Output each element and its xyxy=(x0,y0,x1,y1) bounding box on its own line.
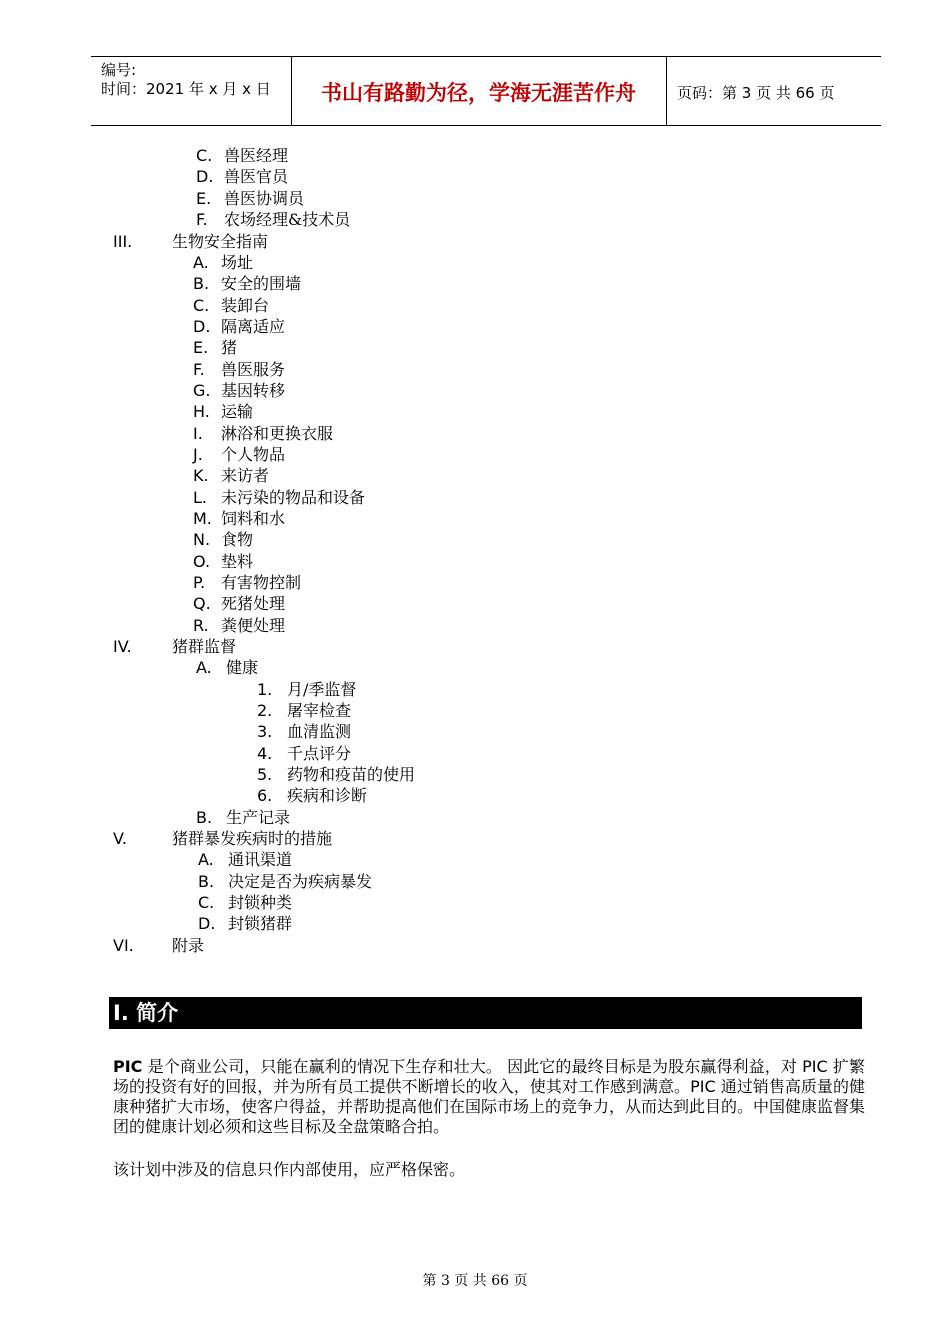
toc-entry-text: 兽医官员 xyxy=(224,167,289,186)
toc-entry-number: C. xyxy=(193,296,210,315)
toc-entry-number: D. xyxy=(193,317,211,336)
toc-entry-number: F. xyxy=(196,210,208,229)
toc-entry-number: 6. xyxy=(257,786,273,805)
toc-entry-number: M. xyxy=(193,509,212,528)
toc-entry-number: D. xyxy=(198,914,216,933)
header-motto: 书山有路勤为径，学海无涯苦作舟 xyxy=(321,80,636,105)
toc-entry-text: 生产记录 xyxy=(226,808,291,827)
time-label: 时间：2021 年 x 月 x 日 xyxy=(101,80,271,98)
toc-entry-number: IV. xyxy=(113,637,132,656)
intro-text: 是个商业公司，只能在赢利的情况下生存和壮大。 因此它的最终目标是为股东赢得利益，对 PIC 扩繁场的投资有好的回报，并为所有员工提供不断增长的收入，使其对工作感到满意。PIC 通过销售高质量的健康种猪扩大市场，使客户得益，并帮助提高他们在国际市场上的竞争力，从而达到此目的。中国健康监督集团的健康计划必须和这些目标及全盘策略合拍。 xyxy=(113,1057,866,1136)
pic-bold: PIC xyxy=(113,1057,143,1076)
toc-entry-text: 血清监测 xyxy=(287,722,352,741)
intro-paragraph xyxy=(113,1057,865,1137)
toc-entry-text: 疾病和诊断 xyxy=(287,786,368,805)
toc-entry-number: F. xyxy=(193,360,205,379)
toc-entry-number: P. xyxy=(193,573,206,592)
toc-entry-number: L. xyxy=(193,488,207,507)
toc-entry-text: 封锁种类 xyxy=(228,893,293,912)
toc-entry-text: 决定是否为疾病暴发 xyxy=(228,872,373,891)
toc-entry-number: J. xyxy=(193,445,203,464)
toc-entry-number: E. xyxy=(193,338,209,357)
toc-entry-number: V. xyxy=(113,829,127,848)
toc-entry-text: 死猪处理 xyxy=(221,594,286,613)
toc-entry-text: 未污染的物品和设备 xyxy=(221,488,366,507)
toc-entry-number: K. xyxy=(193,466,209,485)
toc-entry-number: III. xyxy=(113,232,133,251)
toc-entry-number: E. xyxy=(196,189,212,208)
toc-entry-number: B. xyxy=(198,872,215,891)
toc-entry-text: 隔离适应 xyxy=(221,317,286,336)
toc-entry-text: 屠宰检查 xyxy=(287,701,352,720)
toc-entry-number: O. xyxy=(193,552,211,571)
section-title: I. 简介 xyxy=(113,1001,179,1025)
toc-entry-text: 猪群暴发疾病时的措施 xyxy=(172,829,333,848)
toc-entry-number: C. xyxy=(198,893,215,912)
toc-entry-number: A. xyxy=(193,253,209,272)
toc-entry-number: G. xyxy=(193,381,211,400)
toc-entry-text: 粪便处理 xyxy=(221,616,286,635)
toc-entry-number: D. xyxy=(196,167,214,186)
toc-entry-text: 农场经理&技术员 xyxy=(224,210,351,229)
toc-entry-number: 5. xyxy=(257,765,273,784)
header-page-info: 页码：第 3 页 共 66 页 xyxy=(677,84,835,102)
toc-entry-text: 兽医经理 xyxy=(224,146,289,165)
toc-entry-text: 封锁猪群 xyxy=(228,914,293,933)
toc-entry-text: 月/季监督 xyxy=(287,680,357,699)
toc-entry-number: C. xyxy=(196,146,213,165)
toc-entry-number: B. xyxy=(193,274,210,293)
toc-entry-number: R. xyxy=(193,616,209,635)
number-label: 编号: xyxy=(101,61,137,79)
toc-entry-number: I. xyxy=(193,424,203,443)
toc-entry-text: 药物和疫苗的使用 xyxy=(287,765,416,784)
toc-entry-text: 猪 xyxy=(221,338,238,357)
toc-entry-number: B. xyxy=(196,808,213,827)
toc-entry-number: H. xyxy=(193,402,210,421)
toc-entry-text: 千点评分 xyxy=(287,744,352,763)
toc-entry-number: N. xyxy=(193,530,211,549)
toc-entry-number: 2. xyxy=(257,701,273,720)
toc-entry-text: 来访者 xyxy=(221,466,270,485)
toc-entry-text: 场址 xyxy=(221,253,254,272)
section-heading xyxy=(109,997,862,1029)
toc-entry-number: Q. xyxy=(193,594,211,613)
toc-entry-text: 饲料和水 xyxy=(221,509,286,528)
toc-entry-text: 通讯渠道 xyxy=(228,850,293,869)
toc-entry-number: A. xyxy=(196,658,212,677)
toc-entry-text: 食物 xyxy=(221,530,254,549)
toc-entry-text: 猪群监督 xyxy=(172,637,237,656)
toc-entry-number: 1. xyxy=(257,680,273,699)
toc-entry-text: 垫料 xyxy=(221,552,254,571)
page-footer: 第 3 页 共 66 页 xyxy=(422,1273,528,1289)
toc-entry-text: 安全的围墙 xyxy=(221,274,302,293)
toc-entry-text: 个人物品 xyxy=(221,445,286,464)
confidential-note: 该计划中涉及的信息只作内部使用，应严格保密。 xyxy=(113,1160,466,1179)
toc-entry-text: 健康 xyxy=(226,658,259,677)
header-meta-cell xyxy=(91,57,292,125)
toc-entry-number: VI. xyxy=(113,936,134,955)
toc-entry-text: 兽医协调员 xyxy=(224,189,305,208)
toc-entry-text: 装卸台 xyxy=(221,296,270,315)
toc-entry-text: 生物安全指南 xyxy=(172,232,269,251)
toc-entry-text: 有害物控制 xyxy=(221,573,302,592)
toc-entry-number: 3. xyxy=(257,722,273,741)
toc-entry-number: 4. xyxy=(257,744,273,763)
toc-entry-text: 基因转移 xyxy=(221,381,286,400)
document-header xyxy=(91,56,881,126)
toc-entry-text: 附录 xyxy=(172,936,205,955)
toc-entry-number: A. xyxy=(198,850,214,869)
toc-entry-text: 运输 xyxy=(221,402,254,421)
toc-entry-text: 兽医服务 xyxy=(221,360,286,379)
header-page-cell xyxy=(666,57,882,125)
toc-entry-text: 淋浴和更换衣服 xyxy=(221,424,334,443)
